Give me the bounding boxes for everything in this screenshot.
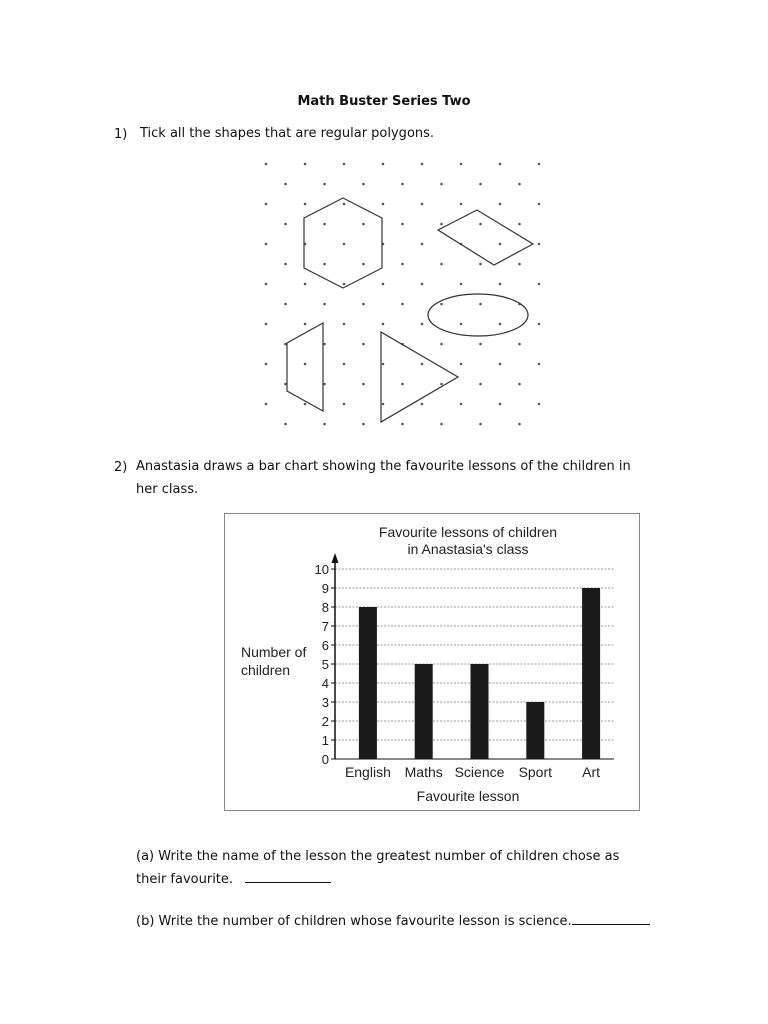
grid-dot [265, 323, 268, 326]
ellipse-shape [428, 294, 528, 336]
grid-dot [265, 163, 268, 166]
grid-dot [538, 403, 541, 406]
grid-dot [304, 283, 307, 286]
grid-dot [421, 323, 424, 326]
grid-dot [538, 323, 541, 326]
grid-dot [499, 203, 502, 206]
grid-dot [304, 403, 307, 406]
grid-dot [304, 203, 307, 206]
grid-dot [362, 263, 365, 266]
grid-dot [323, 423, 326, 426]
grid-dot [421, 243, 424, 246]
grid-dot [304, 323, 307, 326]
grid-dot [518, 263, 521, 266]
grid-dot [499, 163, 502, 166]
grid-dot [460, 163, 463, 166]
grid-dot [284, 263, 287, 266]
page-title: Math Buster Series Two [297, 94, 471, 109]
grid-dot [440, 423, 443, 426]
y-tick-label: 2 [321, 714, 329, 729]
bar-english [359, 607, 377, 759]
chart-subtitle: in Anastasia's class [407, 541, 529, 557]
grid-dot [440, 223, 443, 226]
grid-dot [401, 303, 404, 306]
question-2-text-line1: Anastasia draws a bar chart showing the favourite lessons of the children in [136, 459, 631, 474]
y-tick-label: 9 [321, 581, 329, 596]
grid-dot [284, 303, 287, 306]
grid-dot [362, 183, 365, 186]
grid-dot [538, 243, 541, 246]
part-a-line2 [136, 868, 331, 891]
grid-dot [382, 283, 385, 286]
grid-dot [284, 183, 287, 186]
grid-dot [343, 323, 346, 326]
grid-dot [343, 283, 346, 286]
grid-dot [382, 363, 385, 366]
grid-dot [382, 203, 385, 206]
shapes-figure [256, 158, 556, 448]
question-2-number: 2) [114, 460, 128, 475]
grid-dot [382, 403, 385, 406]
grid-dot [518, 343, 521, 346]
grid-dot [421, 283, 424, 286]
trapezium-shape [287, 323, 323, 411]
grid-dot [421, 163, 424, 166]
grid-dot [499, 243, 502, 246]
grid-dot [343, 203, 346, 206]
grid-dot [479, 223, 482, 226]
grid-dot [401, 223, 404, 226]
grid-dot [382, 323, 385, 326]
bar-science [471, 664, 489, 759]
hexagon-shape [304, 198, 382, 288]
grid-dot [421, 403, 424, 406]
y-tick-label: 10 [314, 562, 329, 577]
y-tick-label: 1 [321, 733, 329, 748]
part-a-line1: (a) Write the name of the lesson the greatest number of children chose as [136, 849, 620, 864]
grid-dot [421, 363, 424, 366]
grid-dot [499, 323, 502, 326]
y-tick-label: 0 [321, 752, 329, 767]
y-axis-label-line2: children [241, 662, 291, 678]
grid-dot [479, 383, 482, 386]
bar-chart [224, 513, 640, 811]
grid-dot [284, 423, 287, 426]
grid-dot [323, 223, 326, 226]
grid-dot [499, 403, 502, 406]
grid-dot [479, 183, 482, 186]
grid-dot [362, 303, 365, 306]
grid-dot [479, 343, 482, 346]
grid-dot [343, 163, 346, 166]
part-a-text: their favourite. [136, 872, 234, 887]
y-tick-label: 3 [321, 695, 329, 710]
grid-dot [362, 223, 365, 226]
grid-dot [304, 163, 307, 166]
rhombus-shape [438, 210, 533, 265]
grid-dot [518, 423, 521, 426]
grid-dot [460, 363, 463, 366]
grid-dot [265, 403, 268, 406]
grid-dot [460, 403, 463, 406]
grid-dot [343, 403, 346, 406]
grid-dot [538, 163, 541, 166]
grid-dot [362, 423, 365, 426]
grid-dot [343, 363, 346, 366]
grid-dot [362, 383, 365, 386]
grid-dot [401, 423, 404, 426]
chart-title: Favourite lessons of children [378, 524, 558, 540]
part-b-line [136, 910, 650, 933]
x-tick-label: Sport [518, 764, 553, 780]
y-tick-label: 7 [321, 619, 329, 634]
grid-dot [265, 203, 268, 206]
grid-dot [479, 423, 482, 426]
answer-blank-b[interactable] [572, 910, 650, 925]
grid-dot [440, 383, 443, 386]
grid-dot [479, 303, 482, 306]
grid-dot [323, 303, 326, 306]
question-1-text: Tick all the shapes that are regular polygons. [140, 126, 435, 141]
grid-dot [479, 263, 482, 266]
grid-dot [518, 383, 521, 386]
grid-dot [265, 243, 268, 246]
y-axis-label-line1: Number of [241, 644, 307, 660]
grid-dot [401, 183, 404, 186]
grid-dot [265, 283, 268, 286]
answer-blank-a[interactable] [245, 868, 331, 883]
x-tick-label: Science [454, 764, 505, 780]
grid-dot [323, 183, 326, 186]
grid-dot [323, 263, 326, 266]
x-axis-label: Favourite lesson [416, 788, 520, 804]
grid-dot [499, 363, 502, 366]
x-tick-label: Maths [404, 764, 443, 780]
dot-grid [265, 163, 541, 426]
grid-dot [538, 363, 541, 366]
grid-dot [440, 263, 443, 266]
grid-dot [518, 223, 521, 226]
grid-dot [382, 163, 385, 166]
grid-dot [538, 203, 541, 206]
grid-dot [304, 363, 307, 366]
x-tick-label: English [344, 764, 391, 780]
bar-art [582, 588, 600, 759]
grid-dot [265, 363, 268, 366]
y-tick-label: 5 [321, 657, 329, 672]
grid-dot [343, 243, 346, 246]
triangle-shape [381, 332, 458, 422]
grid-dot [421, 203, 424, 206]
grid-dot [538, 283, 541, 286]
grid-dot [440, 303, 443, 306]
grid-dot [440, 183, 443, 186]
question-2-text-line2: her class. [136, 482, 199, 497]
grid-dot [440, 343, 443, 346]
y-tick-label: 4 [321, 676, 329, 691]
grid-dot [401, 383, 404, 386]
grid-dot [401, 263, 404, 266]
bar-sport [526, 702, 544, 759]
x-tick-label: Art [582, 764, 601, 780]
grid-dot [518, 183, 521, 186]
grid-dot [284, 223, 287, 226]
grid-dot [460, 203, 463, 206]
part-b-text: (b) Write the number of children whose favourite lesson is science. [136, 914, 572, 929]
question-1-number: 1) [114, 127, 128, 142]
grid-dot [460, 283, 463, 286]
grid-dot [460, 323, 463, 326]
y-tick-label: 8 [321, 600, 329, 615]
bar-maths [415, 664, 433, 759]
grid-dot [499, 283, 502, 286]
y-tick-label: 6 [321, 638, 329, 653]
grid-dot [362, 343, 365, 346]
